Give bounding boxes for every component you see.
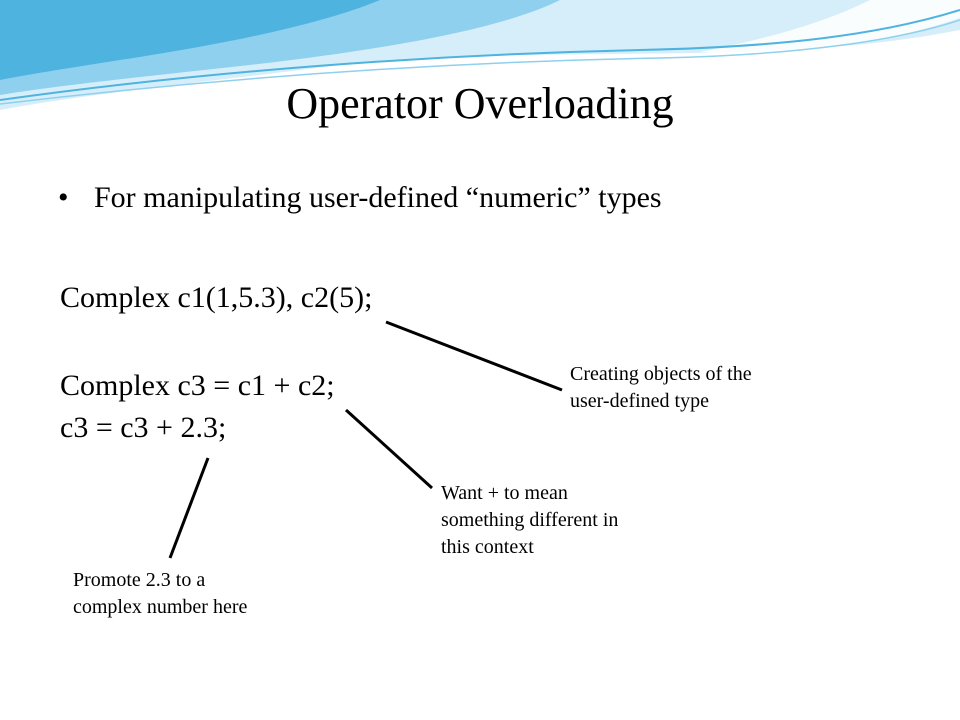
annotation-want-plus-line-2: something different in bbox=[441, 509, 619, 531]
annotation-creating-objects-line-1: Creating objects of the bbox=[570, 363, 752, 385]
bullet-marker: • bbox=[58, 181, 69, 214]
slide-title: Operator Overloading bbox=[286, 79, 674, 128]
code-line-declare: Complex c1(1,5.3), c2(5); bbox=[60, 281, 373, 314]
connector-want-plus bbox=[346, 410, 432, 488]
code-line-promote: c3 = c3 + 2.3; bbox=[60, 411, 227, 444]
connector-promote bbox=[170, 458, 208, 558]
bullet-text: For manipulating user-defined “numeric” types bbox=[94, 181, 662, 214]
annotation-want-plus-line-1: Want + to mean bbox=[441, 482, 568, 504]
annotation-promote-line-1: Promote 2.3 to a bbox=[73, 569, 206, 591]
annotation-want-plus-line-3: this context bbox=[441, 536, 534, 558]
annotation-want-plus bbox=[441, 480, 618, 561]
annotation-promote bbox=[73, 567, 247, 621]
annotation-promote-line-2: complex number here bbox=[73, 596, 248, 618]
code-line-add: Complex c3 = c1 + c2; bbox=[60, 369, 335, 402]
annotation-creating-objects bbox=[570, 361, 752, 415]
annotation-creating-objects-line-2: user-defined type bbox=[570, 390, 709, 412]
connector-creating-objects bbox=[386, 322, 562, 390]
